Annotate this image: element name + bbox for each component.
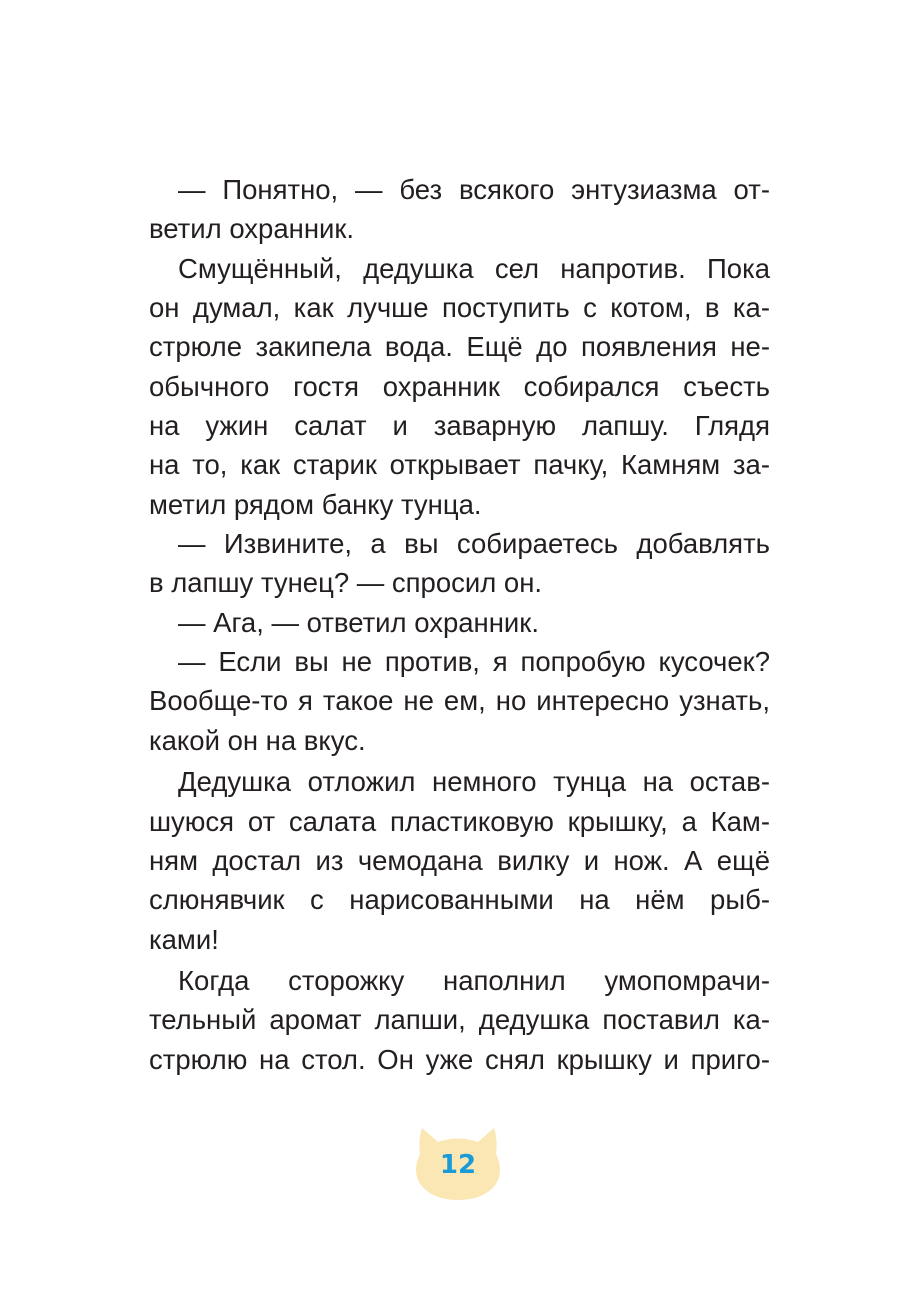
text-line: Когда сторожку наполнил умопомрачи-: [178, 964, 770, 996]
text-line: — Понятно, — без всякого энтузиазма от-: [178, 174, 770, 205]
text-line: стрюле закипела вода. Ещё до появления не-: [149, 331, 770, 363]
text-line: — Извините, а вы собираетесь добавлять: [178, 528, 770, 560]
text-line: Вообще-то я такое не ем, но интересно узнать,: [149, 685, 770, 717]
text-line: Дедушка отложил немного тунца на остав-: [178, 766, 770, 798]
text-line: Смущённый, дедушка сел напротив. Пока: [178, 252, 770, 284]
text-line: ветил охранник.: [149, 213, 355, 245]
text-line: ками!: [149, 923, 219, 955]
page-number-badge: [412, 1122, 504, 1202]
text-line: шуюся от салата пластиковую крышку, а Кам-: [149, 805, 770, 837]
text-line: на то, как старик открывает пачку, Камням за-: [149, 449, 770, 481]
text-line: — Ага, — ответил охранник.: [178, 606, 539, 638]
text-line: метил рядом банку тунца.: [149, 488, 482, 520]
text-line: он думал, как лучше поступить с котом, в ка-: [149, 292, 770, 324]
text-line: стрюлю на стол. Он уже снял крышку и приго-: [149, 1043, 770, 1075]
text-line: в лапшу тунец? — спросил он.: [149, 567, 543, 599]
text-line: слюнявчик с нарисованными на нём рыб-: [149, 884, 770, 916]
text-line: — Если вы не против, я попробую кусочек?: [178, 646, 770, 678]
page-number: 12: [439, 1150, 477, 1180]
text-line: ням достал из чемодана вилку и нож. А ещё: [149, 844, 770, 876]
text-line: какой он на вкус.: [149, 724, 366, 756]
text-line: обычного гостя охранник собирался съесть: [149, 370, 770, 402]
body-text: [149, 170, 770, 1079]
text-line: на ужин салат и заварную лапшу. Глядя: [149, 410, 770, 442]
text-line: тельный аромат лапши, дедушка поставил ка-: [149, 1004, 770, 1036]
